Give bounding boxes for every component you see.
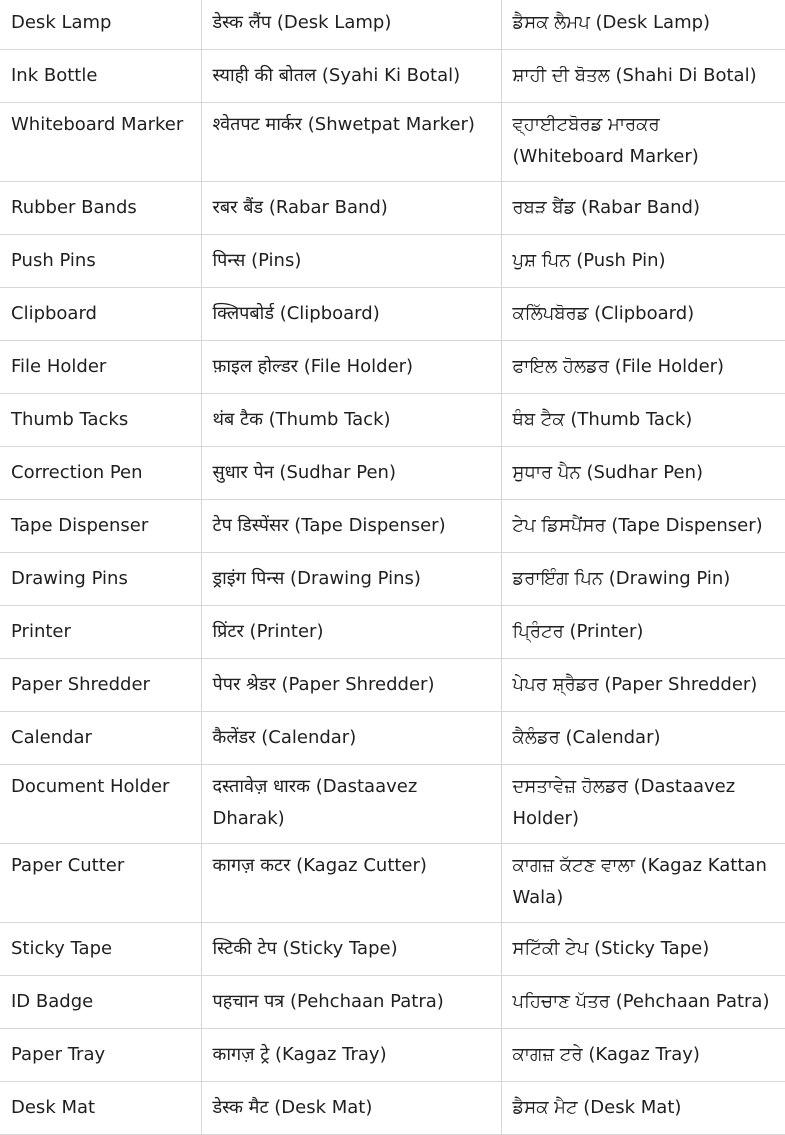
- english-cell: Ink Bottle: [0, 50, 201, 103]
- punjabi-cell: ਕਾਗਜ਼ ਟਰੇ (Kagaz Tray): [501, 1029, 785, 1082]
- punjabi-cell: ਵ੍ਹਾਈਟਬੋਰਡ ਮਾਰਕਰ (Whiteboard Marker): [501, 103, 785, 182]
- english-cell: Clipboard: [0, 288, 201, 341]
- english-cell: Whiteboard Marker: [0, 103, 201, 182]
- table-row: [0, 394, 785, 447]
- english-cell: Calendar: [0, 712, 201, 765]
- punjabi-cell: ਕੈਲੰਡਰ (Calendar): [501, 712, 785, 765]
- table-row: [0, 1082, 785, 1135]
- table-row: [0, 50, 785, 103]
- punjabi-cell: ਪੇਪਰ ਸ਼੍ਰੈਡਰ (Paper Shredder): [501, 659, 785, 712]
- hindi-cell: पिन्स (Pins): [201, 235, 501, 288]
- hindi-cell: कागज़ कटर (Kagaz Cutter): [201, 844, 501, 923]
- table-row: [0, 1029, 785, 1082]
- english-cell: Rubber Bands: [0, 182, 201, 235]
- hindi-cell: कैलेंडर (Calendar): [201, 712, 501, 765]
- table-row: [0, 500, 785, 553]
- punjabi-cell: ਟੇਪ ਡਿਸਪੈਂਸਰ (Tape Dispenser): [501, 500, 785, 553]
- hindi-cell: प्रिंटर (Printer): [201, 606, 501, 659]
- hindi-cell: स्टिकी टेप (Sticky Tape): [201, 923, 501, 976]
- english-cell: Sticky Tape: [0, 923, 201, 976]
- english-cell: Desk Mat: [0, 1082, 201, 1135]
- hindi-cell: टेप डिस्पेंसर (Tape Dispenser): [201, 500, 501, 553]
- table-row: [0, 447, 785, 500]
- hindi-cell: ड्राइंग पिन्स (Drawing Pins): [201, 553, 501, 606]
- table-row: [0, 235, 785, 288]
- table-row: [0, 0, 785, 50]
- table-row: [0, 606, 785, 659]
- hindi-cell: रबर बैंड (Rabar Band): [201, 182, 501, 235]
- punjabi-cell: ਥੰਬ ਟੈਕ (Thumb Tack): [501, 394, 785, 447]
- punjabi-cell: ਦਸਤਾਵੇਜ਼ ਹੋਲਡਰ (Dastaavez Holder): [501, 765, 785, 844]
- table-row: [0, 182, 785, 235]
- hindi-cell: पहचान पत्र (Pehchaan Patra): [201, 976, 501, 1029]
- english-cell: Desk Lamp: [0, 0, 201, 50]
- table-row: [0, 976, 785, 1029]
- english-cell: Correction Pen: [0, 447, 201, 500]
- punjabi-cell: ਪਹਿਚਾਣ ਪੱਤਰ (Pehchaan Patra): [501, 976, 785, 1029]
- table-row: [0, 765, 785, 844]
- table-row: [0, 659, 785, 712]
- hindi-cell: पेपर श्रेडर (Paper Shredder): [201, 659, 501, 712]
- english-cell: File Holder: [0, 341, 201, 394]
- english-cell: Paper Tray: [0, 1029, 201, 1082]
- english-cell: Tape Dispenser: [0, 500, 201, 553]
- punjabi-cell: ਕਲਿੱਪਬੋਰਡ (Clipboard): [501, 288, 785, 341]
- punjabi-cell: ਕਾਗਜ਼ ਕੱਟਣ ਵਾਲਾ (Kagaz Kattan Wala): [501, 844, 785, 923]
- table-row: [0, 103, 785, 182]
- table-row: [0, 288, 785, 341]
- hindi-cell: स्याही की बोतल (Syahi Ki Botal): [201, 50, 501, 103]
- hindi-cell: फ़ाइल होल्डर (File Holder): [201, 341, 501, 394]
- english-cell: ID Badge: [0, 976, 201, 1029]
- punjabi-cell: ਫਾਇਲ ਹੋਲਡਰ (File Holder): [501, 341, 785, 394]
- english-cell: Drawing Pins: [0, 553, 201, 606]
- table-row: [0, 341, 785, 394]
- hindi-cell: डेस्क मैट (Desk Mat): [201, 1082, 501, 1135]
- punjabi-cell: ਪ੍ਰਿੰਟਰ (Printer): [501, 606, 785, 659]
- english-cell: Paper Shredder: [0, 659, 201, 712]
- english-cell: Paper Cutter: [0, 844, 201, 923]
- punjabi-cell: ਡਰਾਇੰਗ ਪਿਨ (Drawing Pin): [501, 553, 785, 606]
- english-cell: Document Holder: [0, 765, 201, 844]
- punjabi-cell: ਰਬੜ ਬੈਂਡ (Rabar Band): [501, 182, 785, 235]
- punjabi-cell: ਡੈਸਕ ਲੈਮਪ (Desk Lamp): [501, 0, 785, 50]
- english-cell: Push Pins: [0, 235, 201, 288]
- english-cell: Thumb Tacks: [0, 394, 201, 447]
- hindi-cell: डेस्क लैंप (Desk Lamp): [201, 0, 501, 50]
- punjabi-cell: ਸਟਿੱਕੀ ਟੇਪ (Sticky Tape): [501, 923, 785, 976]
- hindi-cell: कागज़ ट्रे (Kagaz Tray): [201, 1029, 501, 1082]
- hindi-cell: श्वेतपट मार्कर (Shwetpat Marker): [201, 103, 501, 182]
- hindi-cell: क्लिपबोर्ड (Clipboard): [201, 288, 501, 341]
- punjabi-cell: ਸ਼ਾਹੀ ਦੀ ਬੋਤਲ (Shahi Di Botal): [501, 50, 785, 103]
- punjabi-cell: ਸੁਧਾਰ ਪੈਨ (Sudhar Pen): [501, 447, 785, 500]
- hindi-cell: थंब टैक (Thumb Tack): [201, 394, 501, 447]
- english-cell: Printer: [0, 606, 201, 659]
- table-row: [0, 553, 785, 606]
- punjabi-cell: ਪੁਸ਼ ਪਿਨ (Push Pin): [501, 235, 785, 288]
- punjabi-cell: ਡੈਸਕ ਮੈਟ (Desk Mat): [501, 1082, 785, 1135]
- hindi-cell: दस्तावेज़ धारक (Dastaavez Dharak): [201, 765, 501, 844]
- table-row: [0, 923, 785, 976]
- table-row: [0, 844, 785, 923]
- table-row: [0, 712, 785, 765]
- hindi-cell: सुधार पेन (Sudhar Pen): [201, 447, 501, 500]
